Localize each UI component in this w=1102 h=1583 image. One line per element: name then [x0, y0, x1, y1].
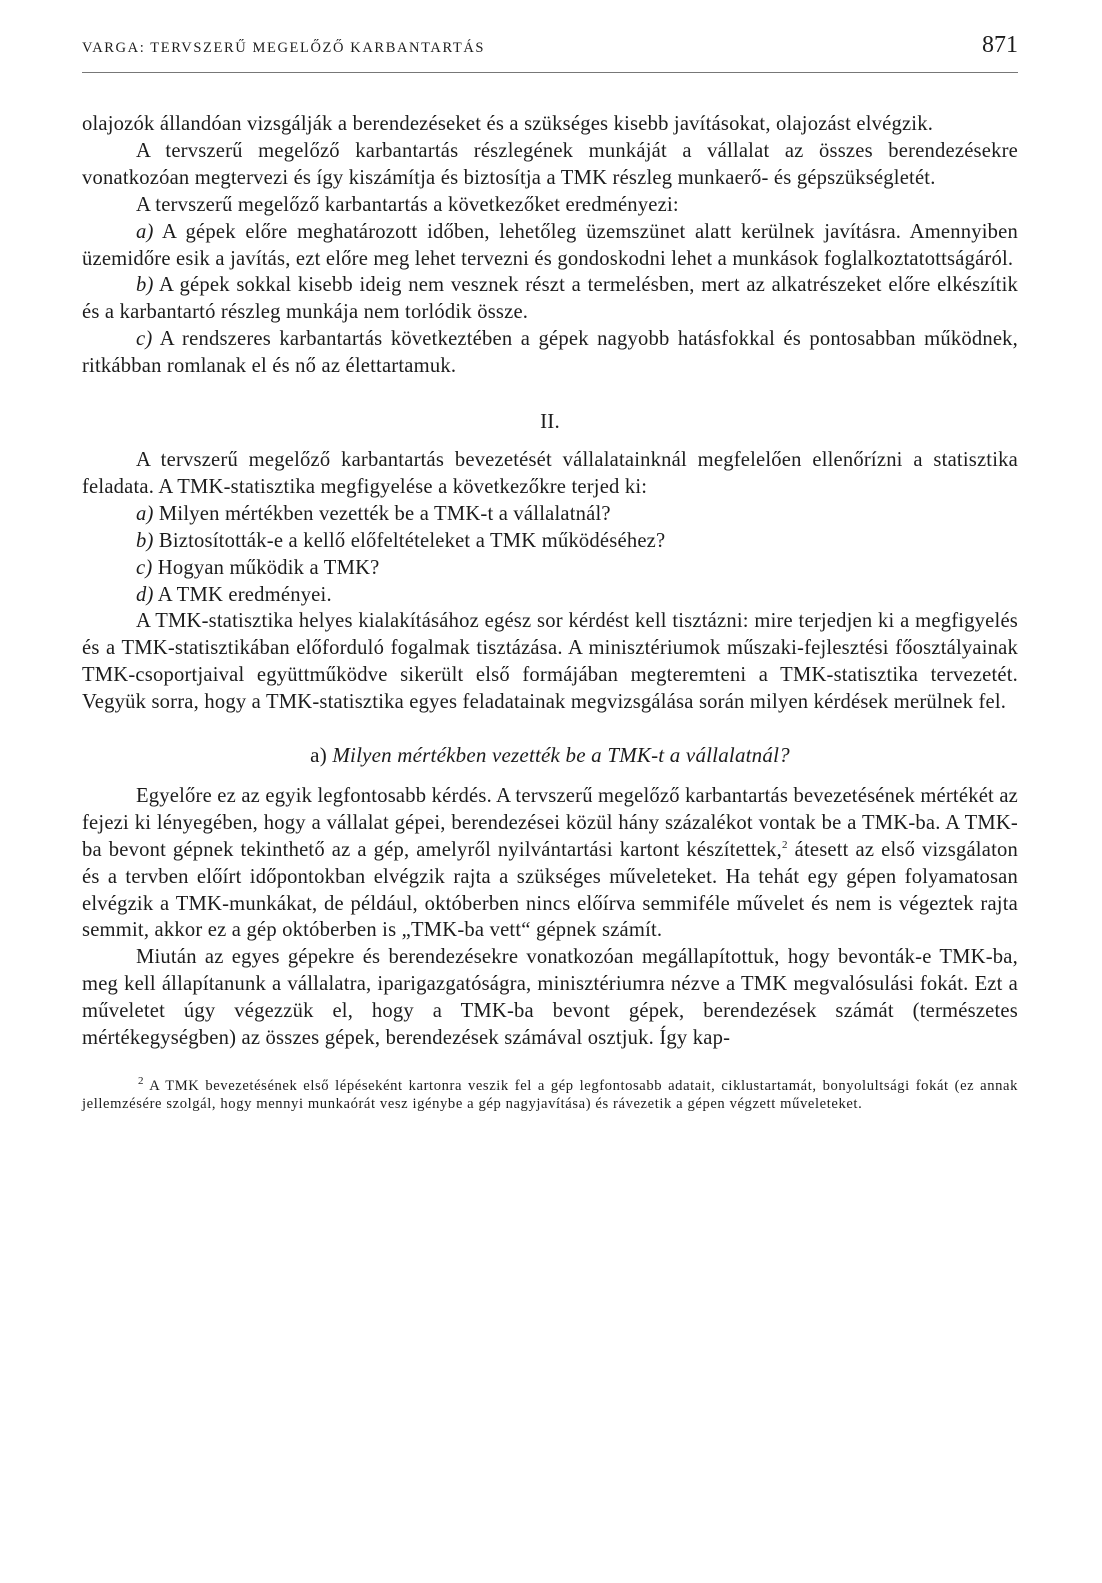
list-letter: b): [136, 274, 154, 297]
list-text: A rendszeres karbantartás következtében a gépek nagyobb hatásfokkal és pontosabban működnek, ritkábban romlanak el és nő az élettartamuk.: [82, 328, 1018, 378]
paragraph: A tervszerű megelőző karbantartás részlegének munkáját a vállalat az összes berendezésekre vonatkozóan megtervezi és így kiszámítja és biztosítja a TMK részleg munkaerő- és gépszükségletét.: [82, 139, 1018, 189]
result-item-c: [82, 326, 1018, 380]
list-letter: d): [136, 583, 154, 606]
paragraph: [82, 783, 1018, 944]
question-item-a: [82, 501, 1018, 528]
paragraph-part: átesett az első vizsgálaton és a tervben előírt időpontokban elvégzik rajta a szükséges műveleteket. Ha tehát egy gépen folyamatosan elvégzik a TMK-munkákat, de például, októberben nincs előírva semmiféle művelet és nem is végeztek rajta semmit, akkor ez a gép októberben is „TMK-ba vett“ gépnek számít.: [82, 838, 1018, 942]
body-text: [82, 111, 1018, 1052]
footnote: [82, 1075, 1018, 1113]
list-letter: b): [136, 529, 154, 552]
paragraph-part: Egyelőre ez az egyik legfontosabb kérdés. A tervszerű megelőző karbantartás bevezetésének mértékét az fejezi ki lényegében, hogy a vállalat gépei, berendezései közül hány százalékot vontak be a TMK-ba. A TMK-ba bevont gépnek tekinthető az a gép, amelyről nyilvántartási kartont készítettek,: [82, 784, 1018, 861]
section-number: II.: [540, 409, 560, 434]
subheading: [82, 742, 1018, 769]
paragraph: A TMK-statisztika helyes kialakításához egész sor kérdést kell tisztázni: mire terjedjen ki a megfigyelés és a TMK-statisztikában előforduló fogalmak tisztázása. A minisztériumok műszaki-fejlesztési főosztályainak TMK-csoportjaival együttműködve sikerült első formájában megteremteni a TMK-statisztika tervezetét. Vegyük sorra, hogy a TMK-statisztika egyes feladatainak megvizsgálása során milyen kérdések merülnek fel.: [82, 610, 1018, 714]
paragraph: olajozók állandóan vizsgálják a berendezéseket és a szükséges kisebb javításokat, olajozást elvégzik.: [82, 113, 934, 135]
list-letter: c): [136, 556, 153, 579]
running-head: VARGA: TERVSZERŰ MEGELŐZŐ KARBANTARTÁS: [82, 40, 486, 56]
page-header: [82, 32, 1018, 73]
list-letter: a): [136, 220, 154, 243]
page-number: 871: [982, 32, 1018, 58]
paragraph: Miután az egyes gépekre és berendezésekre vonatkozóan megállapítottuk, hogy bevonták-e TMK-ba, meg kell állapítanunk a vállalatra, iparigazgatóságra, minisztériumra nézve a TMK megvalósulási fokát. Ezt a műveletet úgy végezzük el, hogy a TMK-ba bevont gépek, berendezések számát (természetes mértékegységben) az összes gépek, berendezések számával osztjuk. Így kap-: [82, 946, 1018, 1050]
list-text: A gépek sokkal kisebb ideig nem vesznek részt a termelésben, mert az alkatrészeket előre elkészítik és a karbantartó részleg munkája nem torlódik össze.: [82, 274, 1018, 324]
result-item-a: [82, 219, 1018, 273]
footnote-spacer: [82, 1052, 1018, 1072]
question-item-b: [82, 528, 1018, 555]
footnote-mark: 2: [138, 1075, 145, 1088]
question-item-d: [82, 582, 1018, 609]
list-letter: a): [136, 502, 154, 525]
paragraph: A tervszerű megelőző karbantartás a következőket eredményezi:: [136, 193, 679, 216]
result-item-b: [82, 272, 1018, 326]
footnote-reference: 2: [781, 838, 788, 851]
paragraph: A tervszerű megelőző karbantartás bevezetését vállalatainknál megfelelően ellenőrízni a statisztika feladata. A TMK-statisztika megfigyelése a következőkre terjed ki:: [82, 448, 1018, 498]
list-letter: c): [136, 328, 153, 351]
list-text: A gépek előre meghatározott időben, lehetőleg üzemszünet alatt kerülnek javításra. Amennyiben üzemidőre esik a javítás, ezt előre meg lehet tervezni és gondoskodni lehet a munkások foglalkoztatottságáról.: [82, 220, 1018, 270]
footnote-text: A TMK bevezetésének első lépéseként kartonra veszik fel a gép legfontosabb adatait, ciklustartamát, bonyolultsági fokát (ez annak jellemzésére szolgál, hogy mennyi munkaórát vesz igénybe a gép nagyjavítása) és rávezetik a gépen végzett műveleteket.: [82, 1078, 1018, 1112]
list-text: Biztosították-e a kellő előfeltételeket a TMK működéséhez?: [153, 529, 666, 552]
subheading-title: Milyen mértékben vezették be a TMK-t a vállalatnál?: [332, 743, 790, 768]
subheading-letter: a): [310, 743, 333, 768]
list-text: Milyen mértékben vezették be a TMK-t a vállalatnál?: [153, 502, 611, 525]
list-text: A TMK eredményei.: [153, 583, 332, 606]
list-text: Hogyan működik a TMK?: [152, 556, 380, 579]
question-item-c: [82, 555, 1018, 582]
